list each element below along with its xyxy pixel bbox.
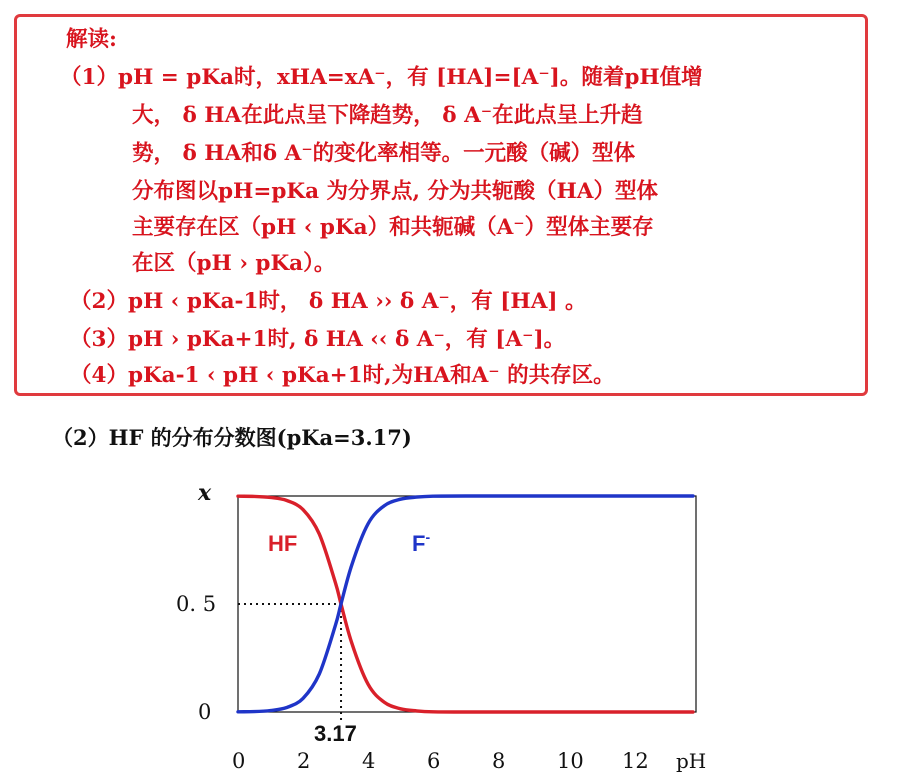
- series-curves: [238, 496, 693, 712]
- plot-frame: [238, 496, 696, 712]
- y-tick-label: 0: [198, 700, 212, 724]
- x-tick-label: 0: [232, 749, 246, 773]
- series-hf-curve: [238, 496, 693, 712]
- x-tick-label: 4: [362, 749, 376, 773]
- x-tick-label: 8: [492, 749, 506, 773]
- note-line-7: （2）pH ‹ pKa-1时， δ HA ›› δ A⁻，有 [HA] 。: [70, 289, 587, 314]
- note-line-4: 分布图以pH=pKa 为分界点, 分为共轭酸（HA）型体: [132, 179, 658, 204]
- pka-value-label: 3.17: [314, 721, 357, 746]
- note-line-6: 在区（pH › pKa）。: [132, 251, 336, 276]
- x-tick-label: 6: [427, 749, 441, 773]
- note-line-8: （3）pH › pKa+1时, δ HA ‹‹ δ A⁻，有 [A⁻]。: [70, 327, 566, 352]
- x-tick-label: 12: [622, 749, 649, 773]
- note-line-9: （4）pKa-1 ‹ pH ‹ pKa+1时,为HA和A⁻ 的共存区。: [70, 363, 615, 388]
- y-tick-labels: [176, 592, 216, 724]
- note-line-3: 势， δ HA和δ A⁻的变化率相等。一元酸（碱）型体: [132, 141, 636, 166]
- note-line-1: （1）pH = pKa时，xHA=xA⁻，有 [HA]=[A⁻]。随着pH值增: [60, 65, 703, 90]
- series-label-f: [412, 529, 430, 556]
- y-axis-label: x: [198, 480, 212, 506]
- note-line-2: 大， δ HA在此点呈下降趋势， δ A⁻在此点呈上升趋: [132, 103, 643, 128]
- distribution-chart: [0, 470, 901, 781]
- x-axis-label: pH: [676, 749, 707, 773]
- series-label-f-sup: -: [425, 529, 431, 545]
- y-tick-label: 0. 5: [176, 592, 217, 616]
- series-f-curve: [238, 496, 693, 712]
- note-line-5: 主要存在区（pH ‹ pKa）和共轭碱（A⁻）型体主要存: [132, 215, 654, 240]
- series-label-hf: HF: [268, 531, 298, 556]
- x-tick-label: 2: [297, 749, 311, 773]
- section-title: （2）HF 的分布分数图(pKa=3.17): [52, 425, 412, 450]
- x-tick-label: 10: [557, 749, 584, 773]
- series-label-f-base: F: [412, 531, 426, 556]
- note-heading: 解读:: [66, 27, 117, 52]
- x-tick-labels: [232, 749, 649, 773]
